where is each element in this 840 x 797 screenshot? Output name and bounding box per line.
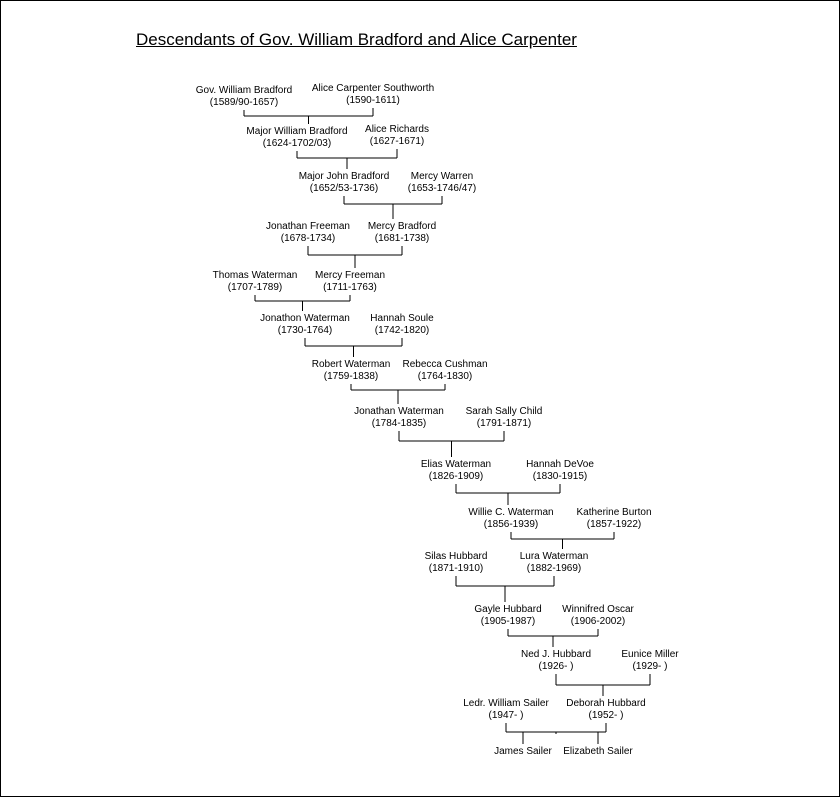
person-name: Elizabeth Sailer xyxy=(563,746,633,757)
child-1 xyxy=(494,746,552,758)
person-name: Mercy Bradford xyxy=(367,221,437,232)
child-2 xyxy=(563,746,632,758)
person-dates: (1857-1922) xyxy=(586,519,642,530)
person-left-gen-9 xyxy=(421,459,491,483)
person-dates: (1730-1764) xyxy=(277,325,333,336)
person-dates: (1742-1820) xyxy=(374,325,430,336)
person-name: Jonathan Freeman xyxy=(266,221,350,232)
person-name: Ledr. William Sailer xyxy=(463,698,549,709)
person-dates: (1652/53-1736) xyxy=(309,183,379,194)
person-left-gen-11 xyxy=(425,551,488,575)
person-dates: (1830-1915) xyxy=(532,471,588,482)
person-dates: (1681-1738) xyxy=(374,233,430,244)
person-right-gen-6 xyxy=(370,313,433,337)
person-right-gen-3 xyxy=(408,171,476,195)
person-dates: (1589/90-1657) xyxy=(209,97,279,108)
person-left-gen-5 xyxy=(213,270,298,294)
person-dates: (1653-1746/47) xyxy=(407,183,477,194)
person-dates: (1929- ) xyxy=(632,661,668,672)
person-name: Sarah Sally Child xyxy=(465,406,543,417)
person-right-gen-1 xyxy=(312,83,434,107)
person-name: Eunice Miller xyxy=(621,649,679,660)
person-left-gen-12 xyxy=(474,604,541,628)
person-right-gen-4 xyxy=(368,221,436,245)
person-name: Ned J. Hubbard xyxy=(520,649,592,660)
person-name: Jonathon Waterman xyxy=(260,313,350,324)
person-dates: (1906-2002) xyxy=(570,616,626,627)
person-name: Katherine Burton xyxy=(576,507,652,518)
person-left-gen-2 xyxy=(246,126,347,150)
person-left-gen-6 xyxy=(260,313,350,337)
person-right-gen-8 xyxy=(466,406,543,430)
person-name: Silas Hubbard xyxy=(424,551,488,562)
person-name: Alice Richards xyxy=(365,124,429,135)
person-name: Hannah DeVoe xyxy=(526,459,594,470)
person-right-gen-14 xyxy=(566,698,646,722)
person-name: Deborah Hubbard xyxy=(566,698,646,709)
person-right-gen-12 xyxy=(562,604,634,628)
person-dates: (1826-1909) xyxy=(428,471,484,482)
person-name: Willie C. Waterman xyxy=(468,507,554,518)
person-name: Gov. William Bradford xyxy=(195,85,293,96)
person-name: Gayle Hubbard xyxy=(474,604,542,615)
person-dates: (1764-1830) xyxy=(417,371,473,382)
person-left-gen-4 xyxy=(266,221,350,245)
person-dates: (1882-1969) xyxy=(526,563,582,574)
person-name: Major John Bradford xyxy=(298,171,390,182)
connector-lines xyxy=(1,1,839,796)
person-name: James Sailer xyxy=(494,746,552,757)
person-name: Mercy Warren xyxy=(410,171,474,182)
person-dates: (1624-1702/03) xyxy=(262,138,332,149)
person-name: Jonathan Waterman xyxy=(354,406,444,417)
person-dates: (1856-1939) xyxy=(483,519,539,530)
person-dates: (1784-1835) xyxy=(371,418,427,429)
person-name: Alice Carpenter Southworth xyxy=(311,83,435,94)
person-right-gen-9 xyxy=(526,459,594,483)
person-dates: (1759-1838) xyxy=(323,371,379,382)
person-right-gen-11 xyxy=(520,551,589,575)
person-right-gen-13 xyxy=(621,649,678,673)
person-name: Robert Waterman xyxy=(311,359,391,370)
person-dates: (1947- ) xyxy=(488,710,524,721)
person-left-gen-3 xyxy=(299,171,390,195)
person-name: Mercy Freeman xyxy=(314,270,386,281)
person-dates: (1627-1671) xyxy=(369,136,425,147)
person-dates: (1678-1734) xyxy=(280,233,336,244)
person-name: Elias Waterman xyxy=(420,459,492,470)
person-left-gen-13 xyxy=(521,649,591,673)
person-right-gen-7 xyxy=(402,359,487,383)
person-right-gen-2 xyxy=(365,124,429,148)
person-name: Rebecca Cushman xyxy=(402,359,488,370)
person-right-gen-5 xyxy=(315,270,385,294)
person-name: Major William Bradford xyxy=(246,126,348,137)
person-dates: (1707-1789) xyxy=(227,282,283,293)
person-left-gen-1 xyxy=(196,85,293,109)
person-name: Thomas Waterman xyxy=(212,270,298,281)
person-left-gen-7 xyxy=(312,359,391,383)
person-dates: (1905-1987) xyxy=(480,616,536,627)
person-left-gen-10 xyxy=(468,507,553,531)
person-dates: (1871-1910) xyxy=(428,563,484,574)
person-name: Lura Waterman xyxy=(519,551,589,562)
page-title: Descendants of Gov. William Bradford and Alice Carpenter xyxy=(136,30,577,49)
person-dates: (1926- ) xyxy=(538,661,574,672)
person-dates: (1711-1763) xyxy=(323,282,377,293)
person-name: Hannah Soule xyxy=(370,313,434,324)
person-name: Winnifred Oscar xyxy=(562,604,634,615)
person-dates: (1791-1871) xyxy=(476,418,532,429)
person-dates: (1590-1611) xyxy=(346,95,400,106)
person-right-gen-10 xyxy=(576,507,651,531)
person-left-gen-14 xyxy=(463,698,549,722)
person-left-gen-8 xyxy=(354,406,444,430)
person-dates: (1952- ) xyxy=(588,710,624,721)
